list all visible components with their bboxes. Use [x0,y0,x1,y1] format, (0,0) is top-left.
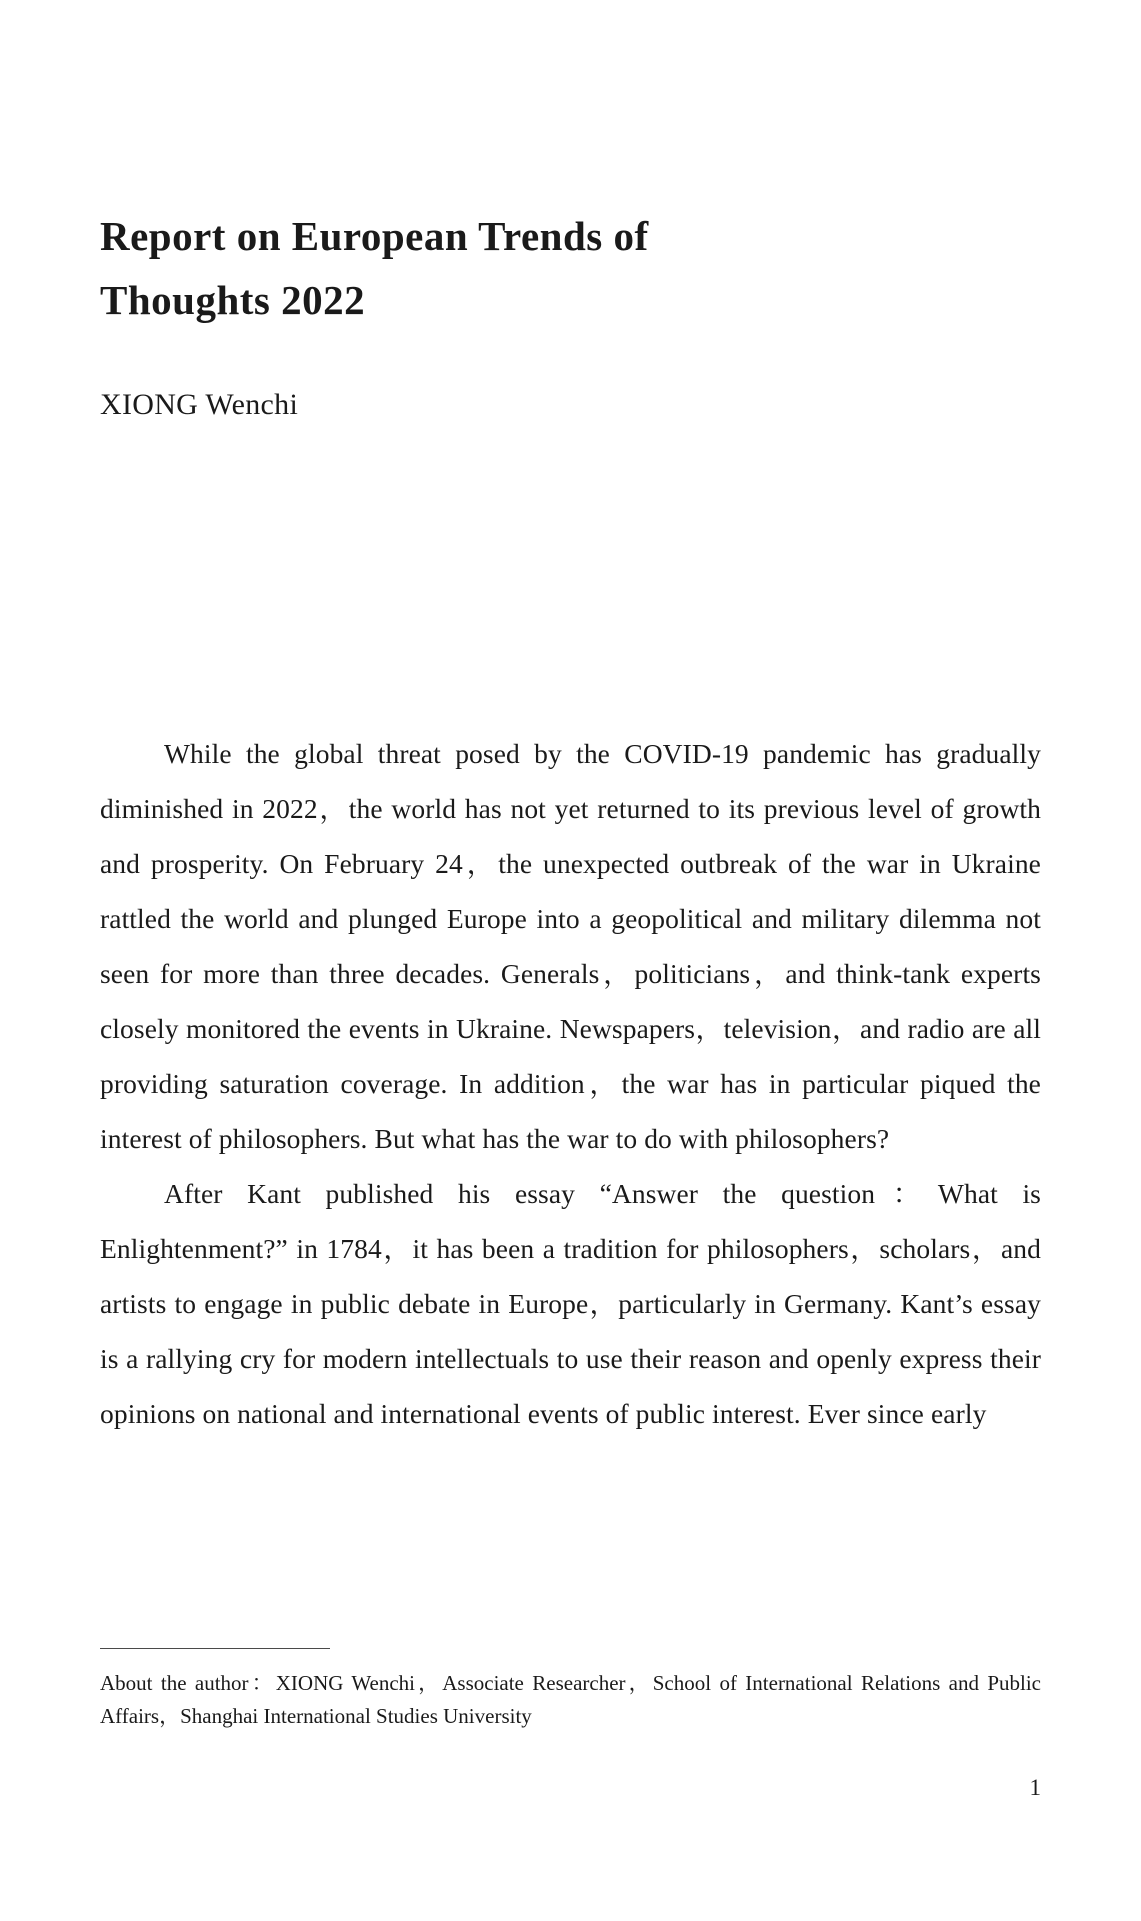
page-number: 1 [1029,1775,1041,1800]
body-text [100,426,1041,1441]
paragraph-2: After Kant published his essay “Answer the question：What is Enlightenment?” in 1784，it has been a tradition for philosophers，scholars，and artists to engage in public debate in Europe，particularly in Germany. Kant’s essay is a rallying cry for modern intellectuals to use their reason and openly express their opinions on national and international events of public interest. Ever since early [100,1178,1041,1430]
page-title: Report on European Trends of Thoughts 2022 [100,213,649,323]
page-content [100,0,1041,1441]
paragraph-1: While the global threat posed by the COVID-19 pandemic has gradually diminished in 2022，the world has not yet returned to its previous level of growth and prosperity. On February 24，the unexpected outbreak of the war in Ukraine rattled the world and plunged Europe into a geopolitical and military dilemma not seen for more than three decades. Generals，politicians，and think-tank experts closely monitored the events in Ukraine. Newspapers，television，and radio are all providing saturation coverage. In addition，the war has in particular piqued the interest of philosophers. But what has the war to do with philosophers? [100,738,1041,1155]
footnote-author-note: About the author：XIONG Wenchi，Associate Researcher，School of International Relations and Public Affairs，Shanghai International Studies University [100,1671,1041,1728]
footnote-section [100,1648,1041,1733]
author-name: XIONG Wenchi [100,388,299,422]
footnote-divider [100,1648,330,1649]
